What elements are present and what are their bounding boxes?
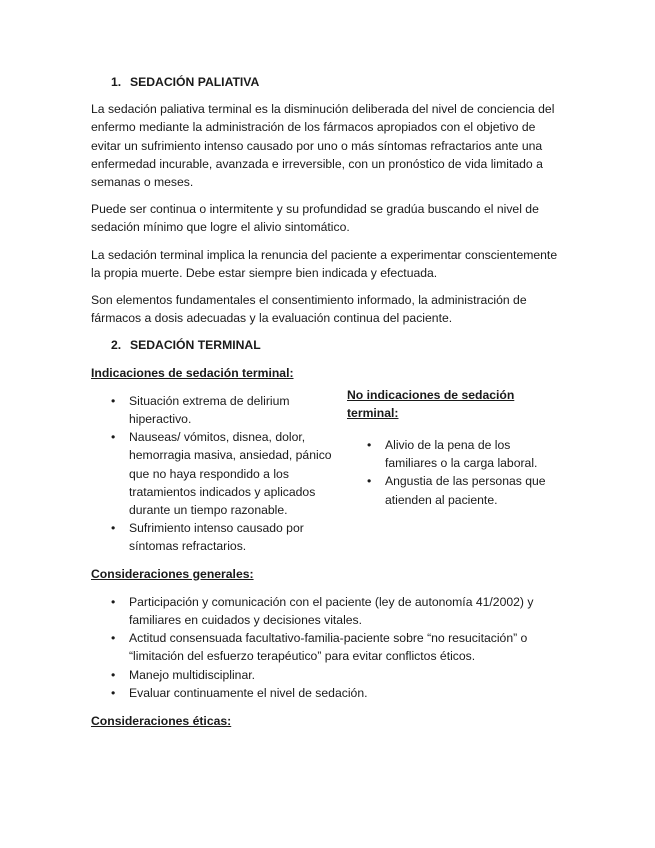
list-item: • Alivio de la pena de los familiares o la carga laboral.: [347, 436, 561, 472]
non-indications-title: No indicaciones de sedación terminal:: [347, 387, 515, 420]
general-considerations-list: [91, 593, 561, 702]
section-1-title: SEDACIÓN PALIATIVA: [130, 75, 260, 89]
paragraph-definition: La sedación paliativa terminal es la disminución deliberada del nivel de conciencia del enfermo mediante la administración de los fármacos apropiados con el objetivo de evitar un sufrimiento intenso causado por uno o más síntomas refractarios ante una enfermedad incurable, avanzada e irreversible, con un pronóstico de vida limitado a semanas o meses.: [91, 102, 555, 190]
list-item: • Angustia de las personas que atienden al paciente.: [347, 472, 561, 508]
list-item: • Participación y comunicación con el paciente (ley de autonomía 41/2002) y familiares en cuidados y decisiones vitales.: [91, 593, 561, 629]
indications-columns: [91, 364, 561, 556]
paragraph-renunciation: La sedación terminal implica la renuncia del paciente a experimentar conscientemente la propia muerte. Debe estar siempre bien indicada y efectuada.: [91, 247, 558, 280]
section-2-heading: [111, 336, 561, 354]
section-2-title: SEDACIÓN TERMINAL: [130, 338, 261, 353]
list-item: • Manejo multidisciplinar.: [91, 666, 561, 684]
indications-title: Indicaciones de sedación terminal:: [91, 365, 294, 380]
section-1-heading: [111, 73, 561, 91]
paragraph-continuity: Puede ser continua o intermitente y su profundidad se gradúa buscando el nivel de sedación mínimo que logre el alivio sintomático.: [91, 202, 539, 235]
paragraph-fundamentals: Son elementos fundamentales el consentimiento informado, la administración de fármacos a dosis adecuadas y la evaluación continua del paciente.: [91, 293, 527, 326]
list-item: • Evaluar continuamente el nivel de sedación.: [91, 684, 561, 702]
section-1-number: 1.: [111, 75, 122, 89]
list-item: • Sufrimiento intenso causado por síntomas refractarios.: [91, 519, 347, 555]
non-indications-list: [347, 436, 561, 509]
ethical-considerations-title: Consideraciones éticas:: [91, 714, 232, 729]
list-item: • Situación extrema de delirium hiperactivo.: [91, 392, 347, 428]
non-indications-column: [347, 364, 561, 556]
general-considerations-title: Consideraciones generales:: [91, 566, 254, 581]
indications-list: [91, 392, 347, 556]
list-item: • Actitud consensuada facultativo-familia-paciente sobre “no resucitación” o “limitación del esfuerzo terapéutico” para evitar conflictos éticos.: [91, 629, 561, 665]
document-page: [91, 73, 561, 740]
list-item: • Nauseas/ vómitos, disnea, dolor, hemorragia masiva, ansiedad, pánico que no haya respondido a los tratamientos indicados y aplicados durante un tiempo razonable.: [91, 428, 347, 519]
indications-column: [91, 364, 347, 556]
section-2-number: 2.: [111, 338, 122, 353]
